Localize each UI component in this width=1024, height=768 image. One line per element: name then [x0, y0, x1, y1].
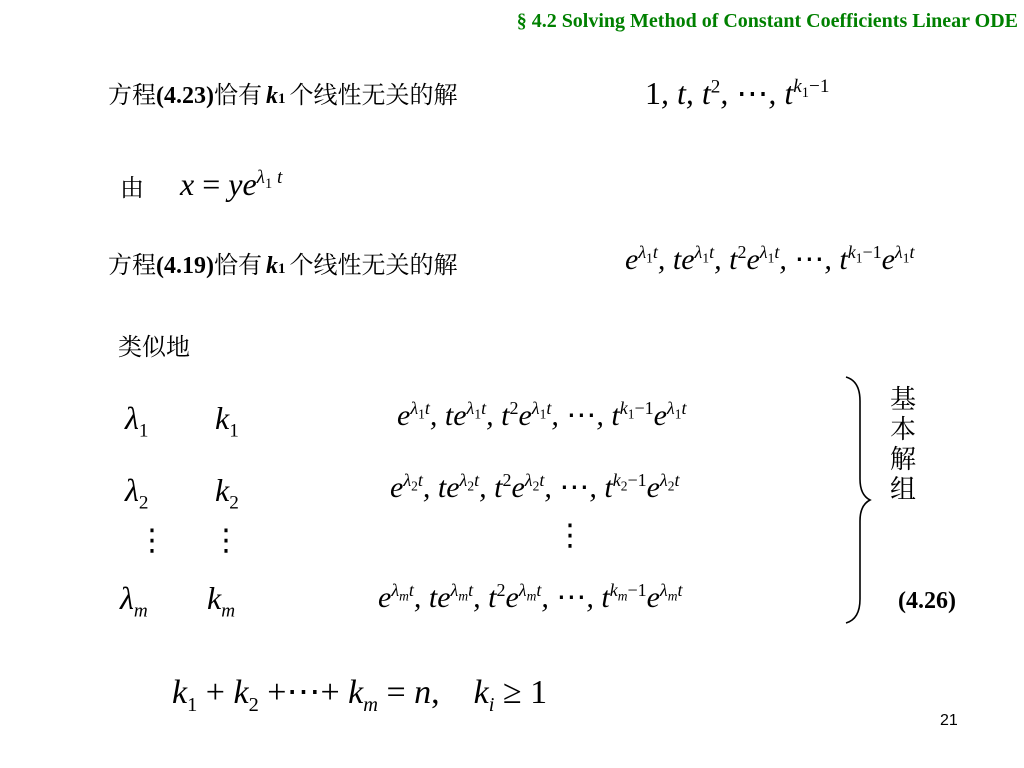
right-brace [838, 375, 878, 625]
sum-condition-equation: $k_1 + k_2$ +⋯+ $k_m = n$, $k_i \ge 1$ [172, 674, 548, 716]
substitution-equation: $x = ye^{\lambda_1 t}$ [180, 166, 283, 202]
slide-header [517, 10, 1018, 33]
solutions-exponential-1: $e^{\lambda_1t}$, $te^{\lambda_1t}$, $t^2e^{\lambda_1t}$, ⋯, $t^{k_1-1}e^{\lambda_1t}$ [625, 242, 915, 276]
page-number: 21 [940, 712, 958, 729]
solutions-row-2: $e^{\lambda_2t}$, $te^{\lambda_2t}$, $t^2e^{\lambda_2t}$, ⋯, $t^{k_2-1}e^{\lambda_2t}$ [390, 470, 680, 504]
similarly-label: 类似地 [118, 333, 190, 361]
k-m: $k_m$ [207, 580, 236, 622]
fundamental-solution-set-label: 基 本 解 组 [890, 385, 917, 505]
k-1: $k_1$ [215, 400, 239, 442]
header-title: 4.2 Solving Method of Constant Coefficients Linear ODE [531, 10, 1018, 32]
line-3-text: 方程(4.19)恰有 k1 个线性无关的解 [108, 251, 458, 279]
vdots-solutions: ⋮ [555, 518, 585, 553]
solutions-polynomial: 1, t, $t^2$, ⋯, $t^{k_1-1}$ [645, 75, 830, 111]
lambda-1: $\lambda_1$ [125, 400, 149, 442]
section-mark: § [516, 10, 527, 32]
vdots-k: ⋮ [211, 523, 241, 558]
solutions-row-m: $e^{\lambda_mt}$, $te^{\lambda_mt}$, $t^2e^{\lambda_mt}$, ⋯, $t^{k_m-1}e^{\lambda_mt}$ [378, 580, 683, 614]
line-1-text: 方程(4.23)恰有 k1 个线性无关的解 [108, 81, 458, 109]
equation-ref-4-26: (4.26) [898, 588, 956, 614]
lambda-2: $\lambda_2$ [125, 472, 149, 514]
line-2-prefix: 由 [120, 174, 144, 202]
solutions-row-1: $e^{\lambda_1t}$, $te^{\lambda_1t}$, $t^2e^{\lambda_1t}$, ⋯, $t^{k_1-1}e^{\lambda_1t}$ [397, 398, 687, 432]
vdots-lambda: ⋮ [137, 523, 167, 558]
k-2: $k_2$ [215, 472, 239, 514]
lambda-m: $\lambda_m$ [120, 580, 148, 622]
